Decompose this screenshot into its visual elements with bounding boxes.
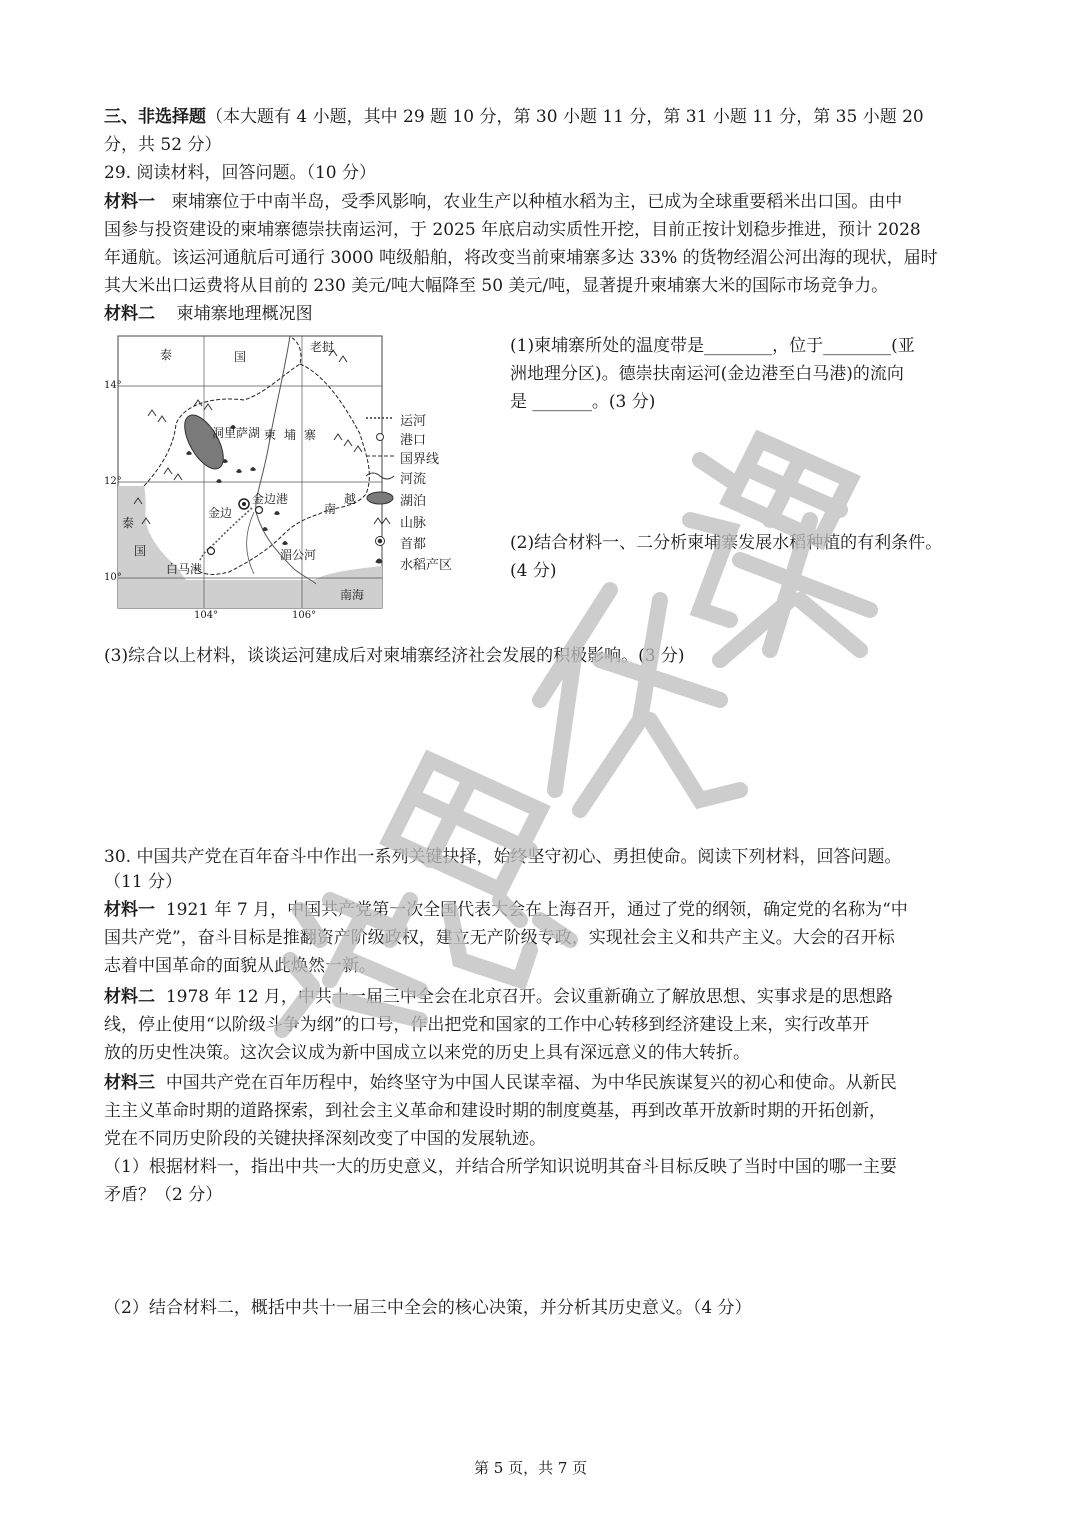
q30-material1-text2: 国共产党”，奋斗目标是推翻资产阶级政权，建立无产阶级专政，实现社会主义和共产主义。大会的召开标 — [104, 928, 895, 948]
q29-sub1-line2: 洲地理分区)。德崇扶南运河(金边港至白马港)的流向 — [510, 364, 904, 384]
map-place-mekong: 湄公河 — [280, 548, 317, 562]
lat-tick-14: 14° — [104, 380, 122, 391]
q30-material2-text3: 放的历史性决策。这次会议成为新中国成立以来党的历史上具有深远意义的伟大转折。 — [104, 1043, 750, 1063]
lon-tick-106: 106° — [292, 610, 317, 621]
q29-material1-text1: 柬埔寨位于中南半岛，受季风影响，农业生产以种植水稻为主，已成为全球重要稻米出口国。由中 — [171, 192, 903, 212]
q30-material1-label: 材料一 — [104, 900, 155, 920]
q29-material1-line1 — [104, 190, 902, 214]
q29-sub1-line3: 是 _______。(3 分) — [510, 392, 656, 412]
map-country-cambodia-2: 埔 — [284, 428, 297, 442]
map-country-cambodia-1: 柬 — [264, 428, 277, 442]
section-header — [104, 105, 924, 129]
q30-material1-text1: 1921 年 7 月，中国共产党第一次全国代表大会在上海召开，通过了党的纲领，确定党的名称为“中 — [165, 900, 908, 920]
q29-material1-text2: 国参与投资建设的柬埔寨德崇扶南运河，于 2025 年底启动实质性开挖，目前正按计划稳步推进，预计 2028 — [104, 220, 921, 240]
q29-material1-label: 材料一 — [104, 192, 155, 212]
map-country-thailand-2: 国 — [234, 350, 247, 364]
q29-sub2-line2: (4 分) — [510, 561, 557, 581]
q30-material2-label: 材料二 — [104, 987, 155, 1007]
map-place-phnom-penh: 金边 — [208, 506, 233, 520]
section-title: 三、非选择题 — [104, 107, 206, 127]
section-desc-1: （本大题有 4 小题，其中 29 题 10 分，第 30 小题 11 分，第 31 小题 11 分，第 35 小题 20 — [206, 107, 924, 127]
map-place-phnom-penh-port: 金边港 — [252, 492, 289, 506]
q30-material3-label: 材料三 — [104, 1073, 155, 1093]
map-graphic — [104, 334, 494, 624]
legend-border: 国界线 — [400, 452, 440, 467]
watermark-text: 滨思优课 — [0, 0, 4, 1]
map-country-thailand-3: 泰 — [122, 516, 135, 530]
legend-port: 港口 — [400, 433, 427, 448]
legend-river: 河流 — [400, 472, 427, 487]
q29-material1-text3: 年通航。该运河通航后可通行 3000 吨级船舶，将改变当前柬埔寨多达 33% 的货物经湄公河出海的现状，届时 — [104, 248, 938, 268]
q30-material2-text2: 线，停止使用“以阶级斗争为纲”的口号，作出把党和国家的工作中心转移到经济建设上来，实行改革开 — [104, 1015, 870, 1035]
q29-material2-label: 材料二 — [104, 304, 155, 324]
map-country-vietnam-2: 南 — [324, 502, 337, 516]
map-place-tonle-sap: 洞里萨湖 — [212, 426, 261, 440]
map-country-laos: 老挝 — [310, 340, 335, 354]
legend-lake: 湖泊 — [400, 494, 427, 509]
q29-sub2-line1: (2)结合材料一、二分析柬埔寨发展水稻种植的有利条件。 — [510, 533, 943, 553]
lon-tick-104: 104° — [194, 610, 219, 621]
q30-material2-line1 — [104, 985, 893, 1009]
q30-title-line2: （11 分） — [104, 872, 183, 892]
q30-material1-line1 — [104, 898, 908, 922]
map-place-kep-port: 白马港 — [166, 562, 203, 576]
q30-material3-text3: 党在不同历史阶段的关键抉择深刻改变了中国的发展轨迹。 — [104, 1129, 546, 1149]
q30-material3-text1: 中国共产党在百年历程中，始终坚守为中国人民谋幸福、为中华民族谋复兴的初心和使命。从新民 — [165, 1073, 897, 1093]
lat-tick-12: 12° — [104, 476, 122, 487]
q30-material3-line1 — [104, 1071, 897, 1095]
q29-title: 29. 阅读材料，回答问题。（10 分） — [104, 163, 376, 183]
q29-material2-header — [104, 302, 313, 326]
map-country-cambodia-3: 寨 — [304, 428, 317, 442]
q30-title-line1: 30. 中国共产党在百年奋斗中作出一系列关键抉择，始终坚守初心、勇担使命。阅读下列材料，回答问题。 — [104, 847, 902, 867]
q30-material2-text1: 1978 年 12 月，中共十一届三中全会在北京召开。会议重新确立了解放思想、实事求是的思想路 — [165, 987, 893, 1007]
legend-canal: 运河 — [400, 414, 427, 429]
q29-material1-text4: 其大米出口运费将从目前的 230 美元/吨大幅降至 50 美元/吨，显著提升柬埔寨大米的国际市场竞争力。 — [104, 276, 889, 296]
q30-material1-text3: 志着中国革命的面貌从此焕然一新。 — [104, 956, 376, 976]
q30-material3-text2: 主主义革命时期的道路探索，到社会主义革命和建设时期的制度奠基，再到改革开放新时期的开拓创新， — [104, 1101, 886, 1121]
legend-capital: 首都 — [400, 537, 427, 552]
page-footer: 第 5 页，共 7 页 — [474, 1459, 588, 1477]
q30-sub2: （2）结合材料二，概括中共十一届三中全会的核心决策，并分析其历史意义。（4 分） — [104, 1298, 752, 1318]
map-place-south-china-sea: 南海 — [340, 588, 365, 602]
legend-mountain: 山脉 — [400, 516, 427, 531]
legend-rice-area: 水稻产区 — [400, 558, 453, 573]
map-country-thailand-1: 泰 — [160, 348, 173, 362]
section-desc-2: 分，共 52 分） — [104, 135, 222, 155]
lat-tick-10: 10° — [104, 572, 122, 583]
q30-sub1-line2: 矛盾？（2 分） — [104, 1185, 223, 1205]
q29-sub1-line1: (1)柬埔寨所处的温度带是________，位于________(亚 — [510, 336, 915, 356]
map-country-vietnam-1: 越 — [344, 492, 357, 506]
cambodia-map — [104, 334, 494, 624]
q29-sub3: (3)综合以上材料，谈谈运河建成后对柬埔寨经济社会发展的积极影响。(3 分) — [104, 646, 685, 666]
q29-material2-title: 柬埔寨地理概况图 — [176, 304, 313, 324]
map-country-thailand-4: 国 — [134, 544, 147, 558]
q30-sub1-line1: （1）根据材料一，指出中共一大的历史意义，并结合所学知识说明其奋斗目标反映了当时中国的哪一主要 — [104, 1157, 897, 1177]
